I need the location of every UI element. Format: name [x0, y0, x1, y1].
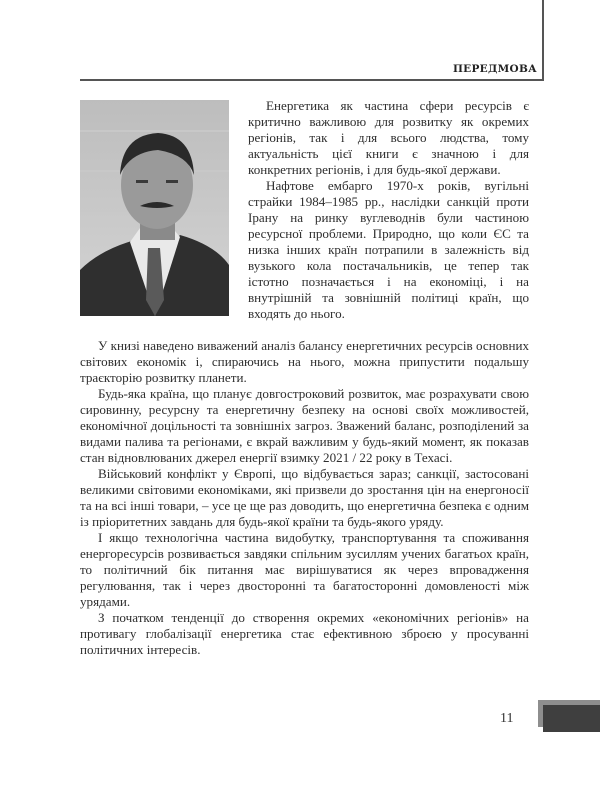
- paragraph: Будь-яка країна, що планує довгостроковий розвиток, має розрахувати свою сировинну, ресурсну та енергетичну безпеку на основі своїх можливостей, економічної доцільності та зовнішніх загроз. Зважений баланс, розподілений за видами палива та регіонами, є вкрай важливим у будь-який момент, як показав стан відновлюваних джерел енергії взимку 2021 / 22 року в Техасі.: [80, 386, 529, 465]
- header-rule: [80, 79, 544, 81]
- intro-text-block: [248, 98, 529, 322]
- paragraph: У книзі наведено виважений аналіз балансу енергетичних ресурсів основних світових економік і, спираючись на нього, можна припустити подальшу траєкторію розвитку планети.: [80, 338, 529, 385]
- paragraph: Військовий конфлікт у Європі, що відбувається зараз; санкції, застосовані великими світовими економіками, які призвели до зростання цін на енергоносії та на всі інші товари, – усе це ще раз доводить, що енергетична безпека є одним із пріоритетних завдань для будь-якої країни та будь-якого уряду.: [80, 466, 529, 529]
- running-title: ПЕРЕДМОВА: [452, 63, 537, 75]
- paragraph: Енергетика як частина сфери ресурсів є критично важливою для розвитку як окремих регіонів, так і для всього людства, тому актуальність цієї книги є значною і для конкретних регіонів, і для будь-якої держави.: [248, 98, 529, 177]
- header-vertical-rule: [542, 0, 544, 81]
- page-tab: [543, 705, 600, 732]
- paragraph: Нафтове ембарго 1970-х років, вугільні страйки 1984–1985 рр., наслідки санкцій проти Ірану на ринку вуглеводнів були частиною ресурсної проблеми. Природно, що коли ЄС та низка інших країн потрапили в залежність від вузького кола постачальників, це тепер так істотно позначається і на економіці, і на внутрішній та зовнішній політиці країн, що входять до нього.: [248, 178, 529, 321]
- body-text-block: [80, 338, 529, 658]
- paragraph: І якщо технологічна частина видобутку, транспортування та споживання енергоресурсів розвивається завдяки спільним зусиллям учених багатьох країн, то політичний бік питання має вирішуватися як через впровадження регулювання, так і через двосторонні та багатосторонні домовленості між урядами.: [80, 530, 529, 609]
- portrait-image: [80, 100, 229, 316]
- page-number: 11: [500, 711, 514, 726]
- author-photo: [80, 100, 229, 316]
- paragraph: З початком тенденції до створення окремих «економічних регіонів» на противагу глобалізації енергетика стає ефективною зброєю у просуванні політичних інтересів.: [80, 610, 529, 657]
